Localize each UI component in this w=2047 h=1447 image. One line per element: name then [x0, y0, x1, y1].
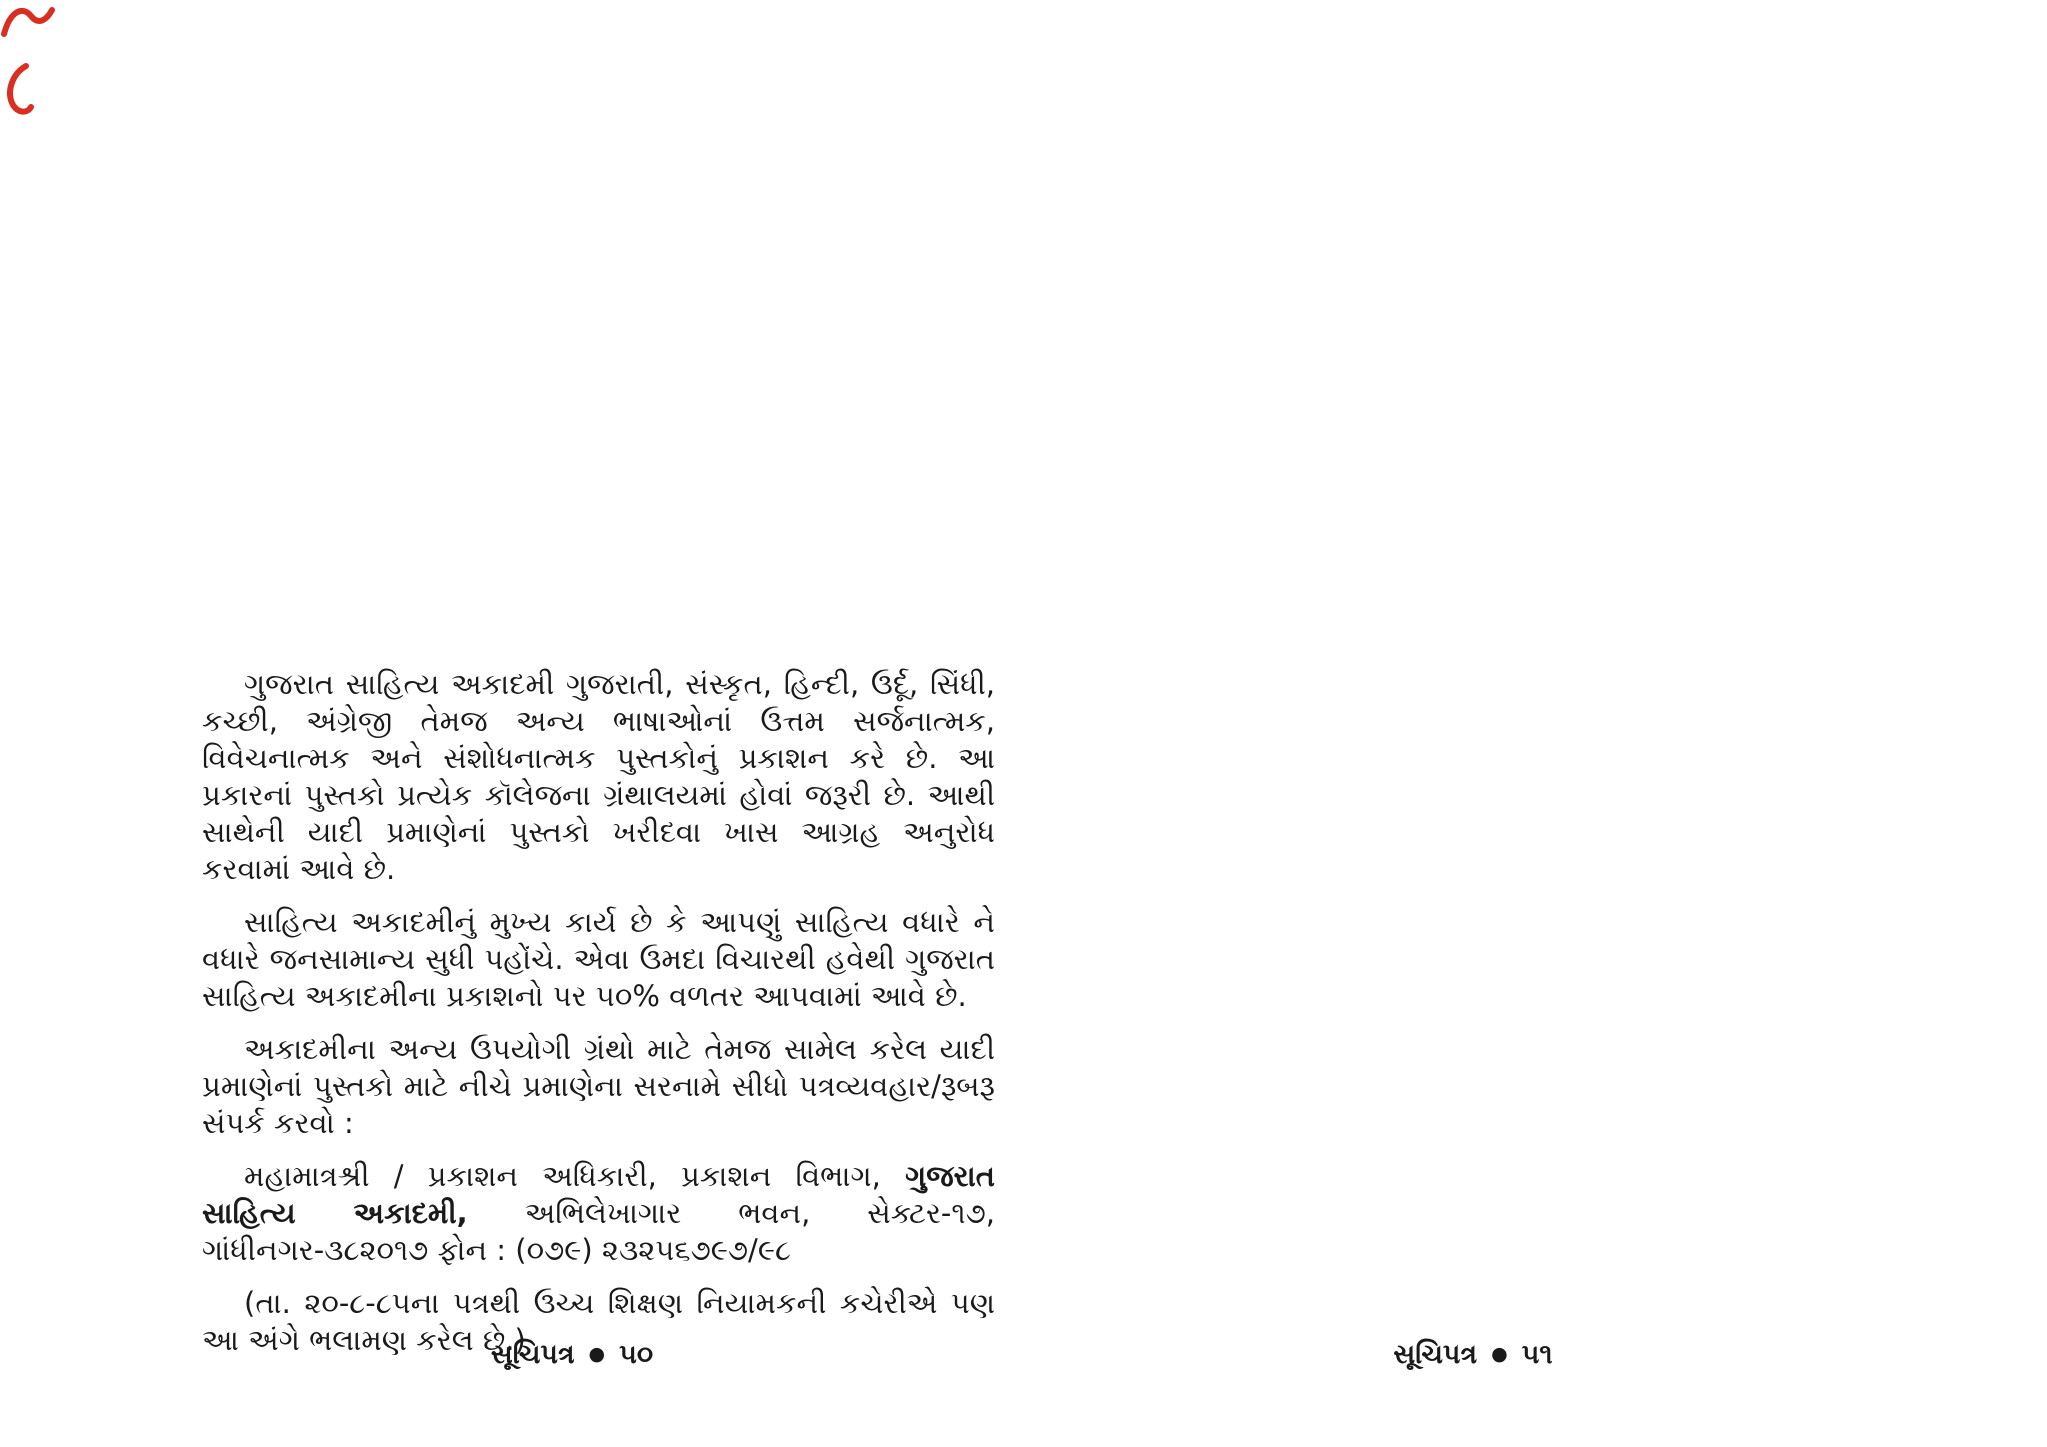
contact-intro-paragraph: અકાદમીના અન્ય ઉપયોગી ગ્રંથો માટે તેમજ સામેલ કરેલ યાદી પ્રમાણેનાં પુસ્તકો માટે નીચે પ્રમાણેના સરનામે સીધો પત્રવ્યવહાર/રૂબરૂ સંપર્ક કરવો : — [202, 1032, 995, 1140]
recommendation-note-paragraph: (તા. ૨૦-૮-૮૫ના પત્રથી ઉચ્ચ શિક્ષણ નિયામકની કચેરીએ પણ આ અંગે ભલામણ કરેલ છે.) — [202, 1286, 995, 1357]
footer-title: સૂચિપત્ર — [1393, 1339, 1478, 1370]
footer-title: સૂચિપત્ર — [490, 1339, 575, 1370]
footer-bullet-icon: ● — [588, 1343, 606, 1365]
red-ink-stroke — [10, 66, 31, 112]
footer-page-number: ૫૦ — [619, 1339, 654, 1370]
footer-page-number: ૫૧ — [1521, 1339, 1553, 1370]
discount-paragraph: સાહિત્ય અકાદમીનું મુખ્ય કાર્ય છે કે આપણું સાહિત્ય વધારે ને વધારે જનસામાન્ય સુધી પહોંચે. એવા ઉમદા વિચારથી હવેથી ગુજરાત સાહિત્ય અકાદમીના પ્રકાશનો પર ૫૦% વળતર આપવામાં આવે છે. — [202, 905, 995, 1013]
red-ink-stroke — [4, 10, 52, 34]
academy-name-bold: ગુજરાત સાહિત્ય અકાદમી, — [202, 1159, 995, 1230]
left-page-text-block — [202, 666, 995, 1359]
address-text: મહામાત્રશ્રી / પ્રકાશન અધિકારી, પ્રકાશન વિભાગ, — [244, 1159, 906, 1193]
right-page-footer — [1078, 1337, 1868, 1372]
footer-bullet-icon: ● — [1491, 1343, 1508, 1365]
red-ink-marks — [0, 0, 70, 150]
address-paragraph — [202, 1158, 995, 1269]
intro-paragraph: ગુજરાત સાહિત્ય અકાદમી ગુજરાતી, સંસ્કૃત, હિન્દી, ઉર્દૂ, સિંધી, કચ્છી, અંગ્રેજી તેમજ અન્ય ભાષાઓનાં ઉત્તમ સર્જનાત્મક, વિવેચનાત્મક અને સંશોધનાત્મક પુસ્તકોનું પ્રકાશન કરે છે. આ પ્રકારનાં પુસ્તકો પ્રત્યેક કૉલેજના ગ્રંથાલયમાં હોવાં જરૂરી છે. આથી સાથેની યાદી પ્રમાણેનાં પુસ્તકો ખરીદવા ખાસ આગ્રહ અનુરોધ કરવામાં આવે છે. — [202, 667, 995, 886]
address-text: અભિલેખાગાર ભવન, સેક્ટર-૧૭, ગાંધીનગર-૩૮૨૦૧૭ ફોન : (૦૭૯) ૨૩૨૫૬૭૯૭/૯૮ — [202, 1196, 995, 1267]
left-page-footer — [177, 1337, 967, 1372]
